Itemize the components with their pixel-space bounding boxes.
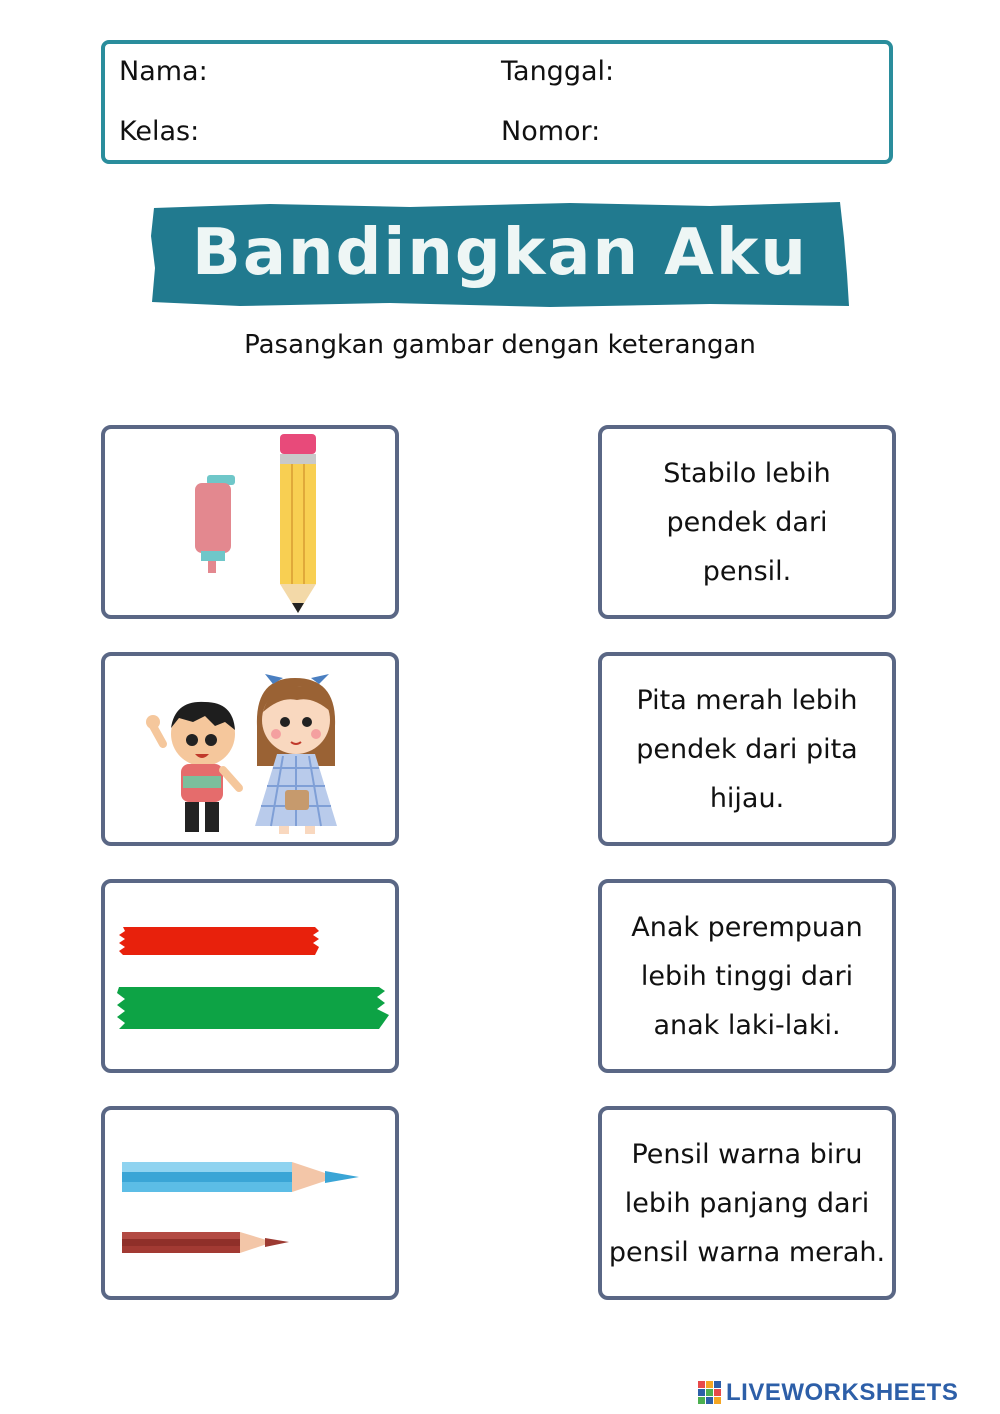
caption-card-3[interactable] bbox=[598, 879, 896, 1073]
pencil-icon bbox=[280, 434, 316, 613]
title-banner bbox=[150, 198, 850, 308]
boy-girl-illustration bbox=[105, 656, 395, 842]
image-card-1[interactable] bbox=[101, 425, 399, 619]
image-card-2[interactable] bbox=[101, 652, 399, 846]
ribbons-illustration bbox=[105, 883, 395, 1069]
blue-pencil-icon bbox=[122, 1162, 359, 1192]
caption-text-1: Stabilo lebih pendek dari pensil. bbox=[663, 457, 831, 587]
caption-text-4: Pensil warna biru lebih panjang dari pensil warna merah. bbox=[608, 1138, 886, 1268]
instruction-text: Pasangkan gambar dengan keterangan bbox=[244, 330, 756, 360]
caption-text-2: Pita merah lebih pendek dari pita hijau. bbox=[636, 684, 858, 814]
caption-text-3: Anak perempuan lebih tinggi dari anak laki-laki. bbox=[631, 911, 863, 1041]
highlighter-icon bbox=[195, 475, 235, 573]
caption-card-4[interactable] bbox=[598, 1106, 896, 1300]
brand-name: LIVEWORKSHEETS bbox=[726, 1379, 959, 1406]
number-label: Nomor: bbox=[501, 116, 601, 147]
class-label: Kelas: bbox=[119, 116, 200, 147]
liveworksheets-icon bbox=[698, 1381, 722, 1405]
liveworksheets-logo[interactable] bbox=[698, 1380, 958, 1406]
name-label: Nama: bbox=[119, 56, 208, 87]
girl-icon bbox=[255, 674, 337, 834]
red-pencil-icon bbox=[122, 1232, 289, 1253]
student-info-box bbox=[101, 40, 893, 164]
colored-pencils-illustration bbox=[105, 1110, 395, 1296]
date-label: Tanggal: bbox=[501, 56, 615, 87]
red-ribbon-icon bbox=[119, 927, 319, 955]
boy-icon bbox=[146, 702, 239, 832]
image-card-3[interactable] bbox=[101, 879, 399, 1073]
page-title: Bandingkan Aku bbox=[192, 216, 808, 290]
image-card-4[interactable] bbox=[101, 1106, 399, 1300]
caption-card-1[interactable] bbox=[598, 425, 896, 619]
caption-card-2[interactable] bbox=[598, 652, 896, 846]
highlighter-pencil-illustration bbox=[105, 429, 395, 615]
green-ribbon-icon bbox=[117, 987, 389, 1029]
